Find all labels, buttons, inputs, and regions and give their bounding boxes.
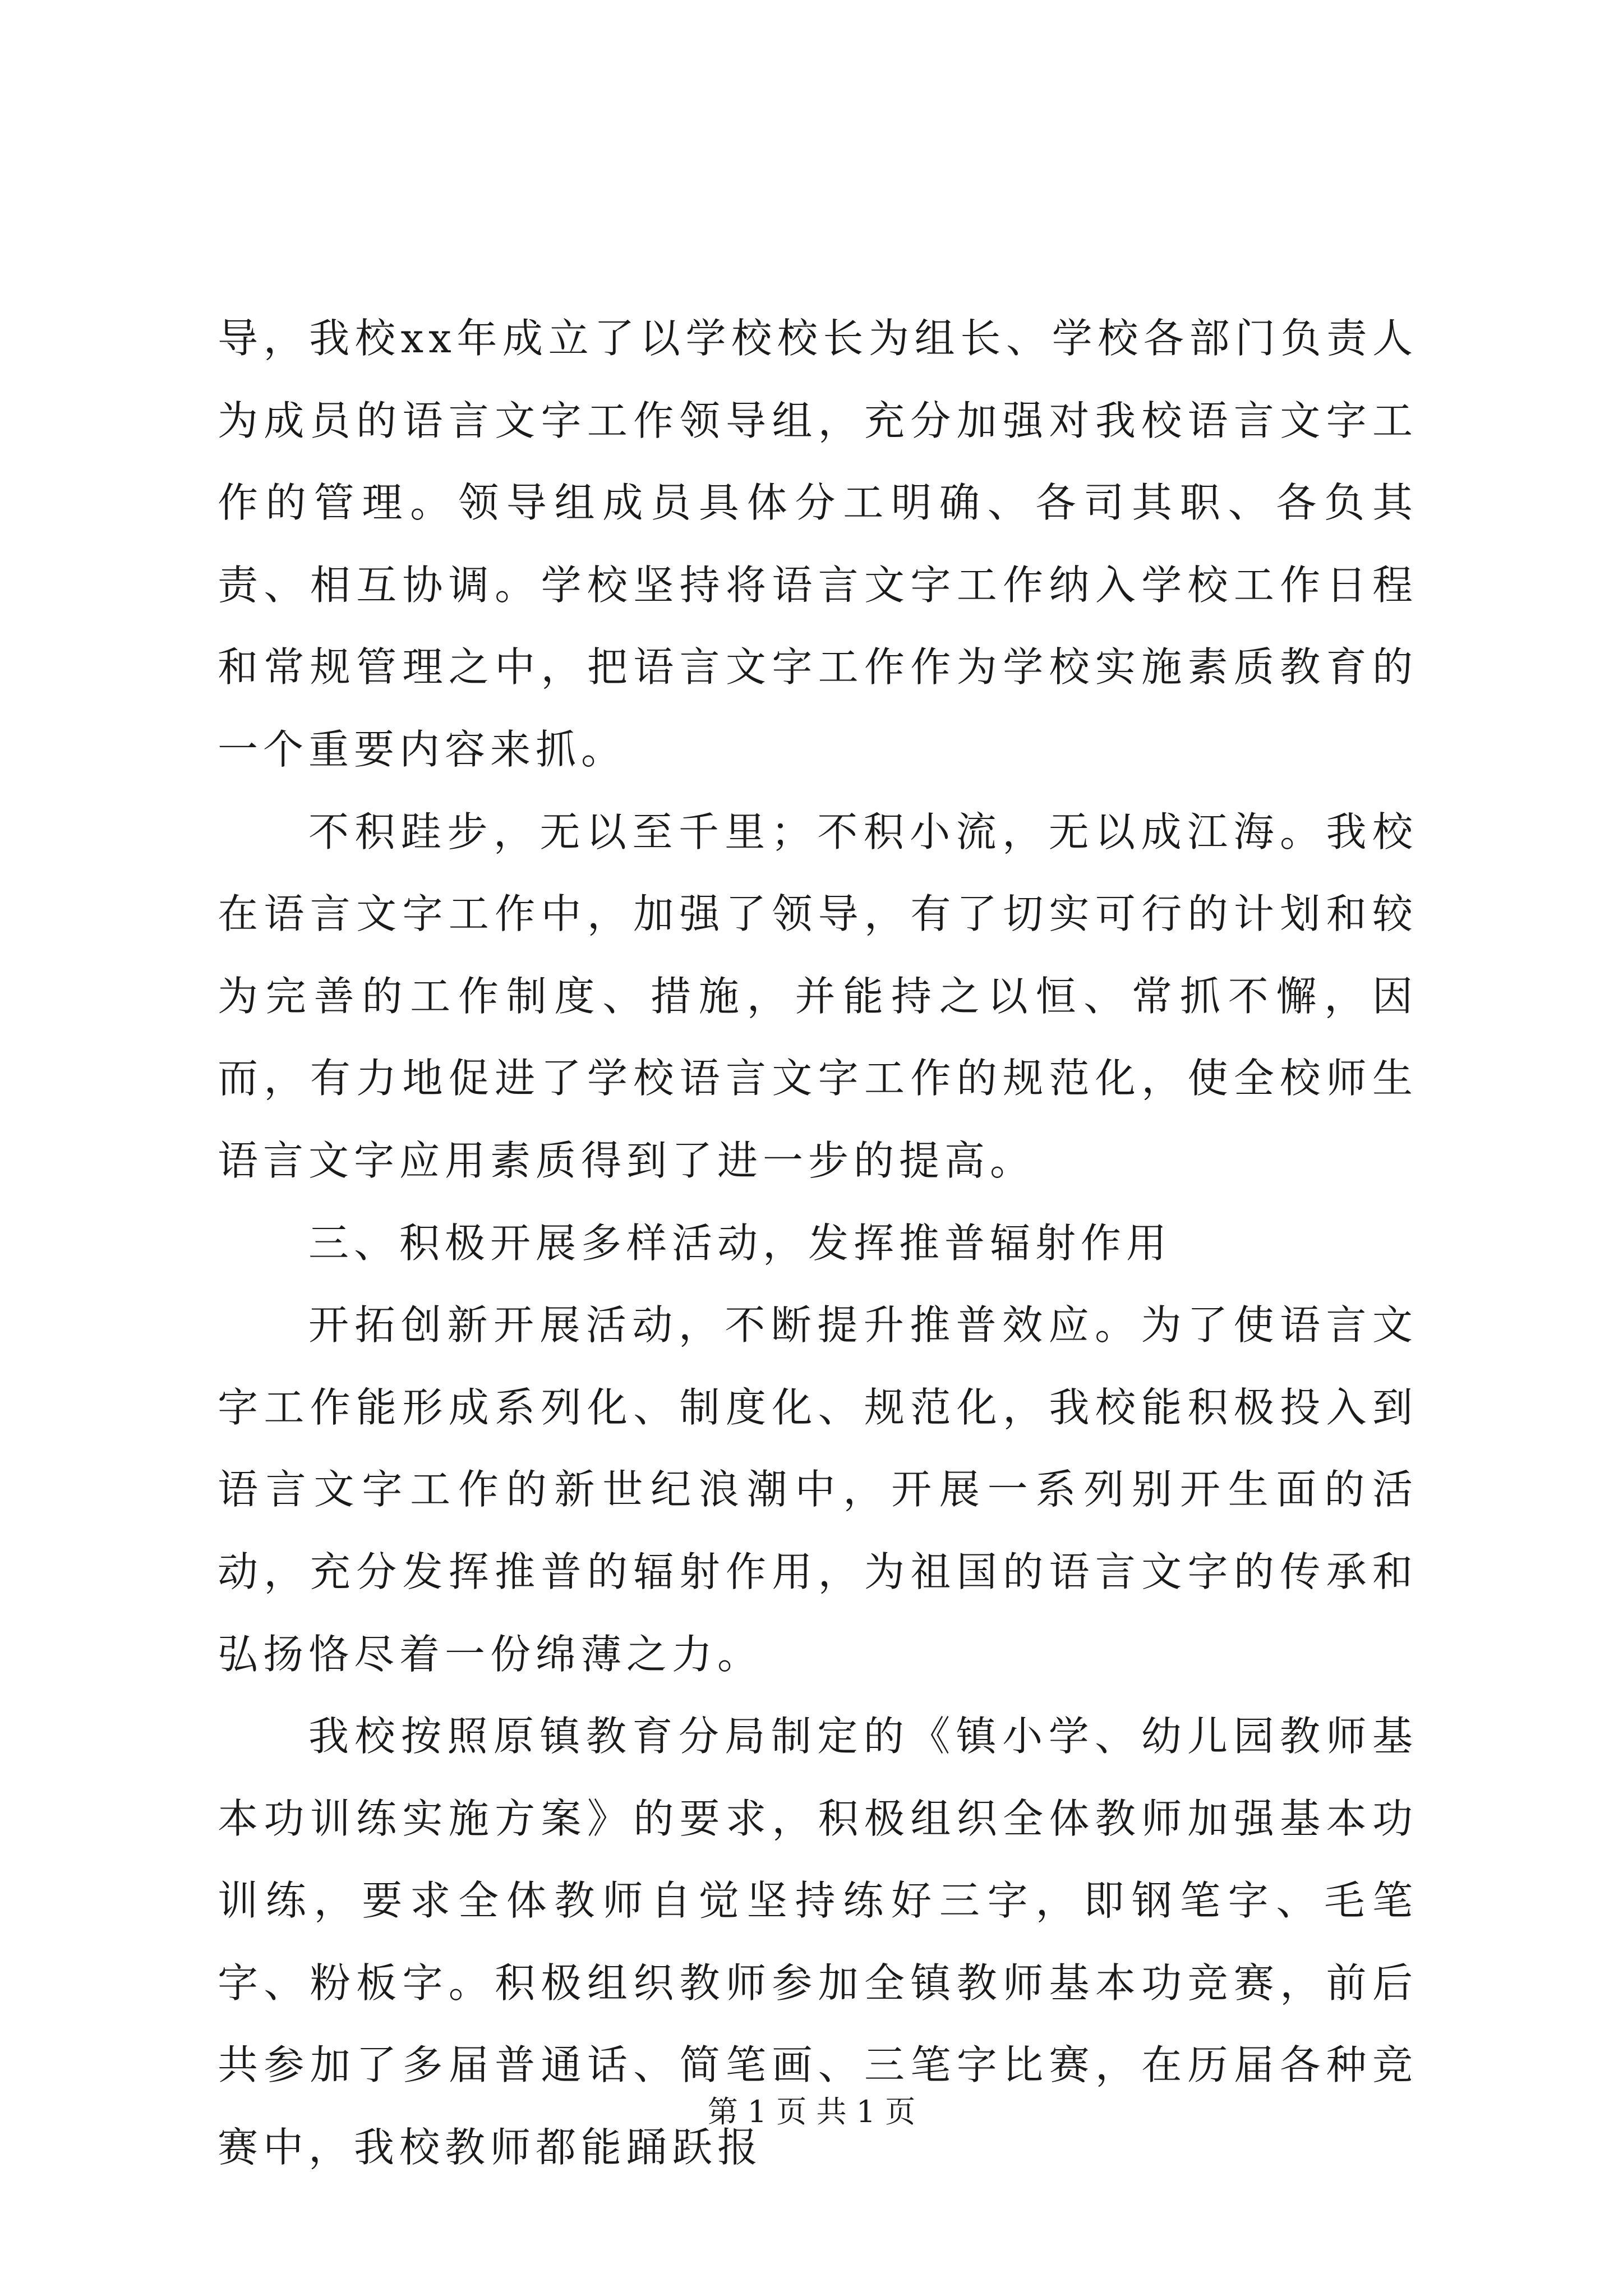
paragraph-innovation: 开拓创新开展活动，不断提升推普效应。为了使语言文字工作能形成系列化、制度化、规范化，我校能积极投入到语言文字工作的新世纪浪潮中，开展一系列别开生面的活动，充分发挥推普的辐射作用，为祖国的语言文字的传承和弘扬恪尽着一份绵薄之力。 bbox=[218, 1301, 1418, 1678]
paragraph-teacher-training: 我校按照原镇教育分局制定的《镇小学、幼儿园教师基本功训练实施方案》的要求，积极组织全体教师加强基本功训练，要求全体教师自觉坚持练好三字，即钢笔字、毛笔字、粉板字。积极组织教师参加全镇教师基本功竞赛，前后共参加了多届普通话、简笔画、三笔字比赛，在历届各种竞赛中，我校教师都能踊跃报 bbox=[218, 1713, 1418, 2171]
document-body bbox=[218, 297, 1418, 2189]
paragraph-leadership-group: 导，我校xx年成立了以学校校长为组长、学校各部门负责人为成员的语言文字工作领导组，充分加强对我校语言文字工作的管理。领导组成员具体分工明确、各司其职、各负其责、相互协调。学校坚持将语言文字工作纳入学校工作日程和常规管理之中，把语言文字工作作为学校实施素质教育的一个重要内容来抓。 bbox=[218, 315, 1418, 773]
page-footer: 第 1 页 共 1 页 bbox=[707, 2094, 916, 2129]
section-heading-activities: 三、积极开展多样活动，发挥推普辐射作用 bbox=[308, 1219, 1172, 1267]
paragraph-accumulation: 不积跬步，无以至千里；不积小流，无以成江海。我校在语言文字工作中，加强了领导，有了切实可行的计划和较为完善的工作制度、措施，并能持之以恒、常抓不懈，因而，有力地促进了学校语言文字工作的规范化，使全校师生语言文字应用素质得到了进一步的提高。 bbox=[218, 808, 1418, 1184]
